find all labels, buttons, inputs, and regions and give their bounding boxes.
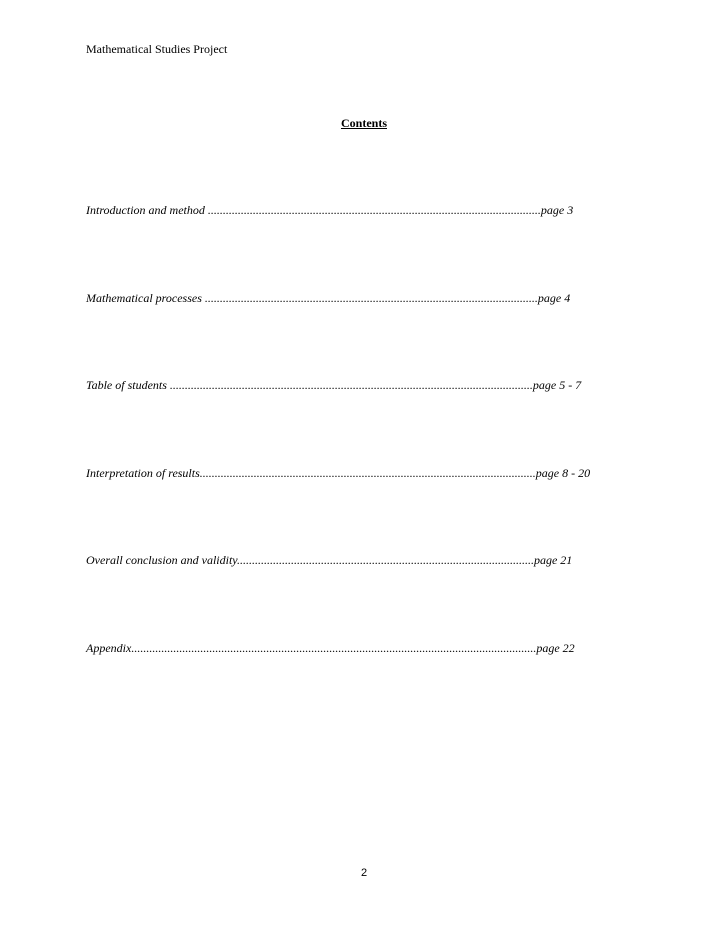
toc-entry-appendix: Appendix.......................................................................................................................................page 22 [86,641,575,655]
toc-entry-mathematical-processes: Mathematical processes ...............................................................................................................page 4 [86,291,571,305]
page-title-text: Contents [340,116,387,130]
running-header: Mathematical Studies Project [86,42,228,56]
toc-entry-introduction: Introduction and method ...............................................................................................................page 3 [86,203,574,217]
toc-entry-interpretation: Interpretation of results................................................................................................................page 8 - 20 [86,466,591,480]
page-number: 2 [360,867,368,879]
toc-entry-conclusion: Overall conclusion and validity...................................................................................................page 21 [86,553,573,567]
page-title [0,116,728,130]
toc-entry-table-of-students: Table of students .........................................................................................................................page 5 - 7 [86,378,582,392]
